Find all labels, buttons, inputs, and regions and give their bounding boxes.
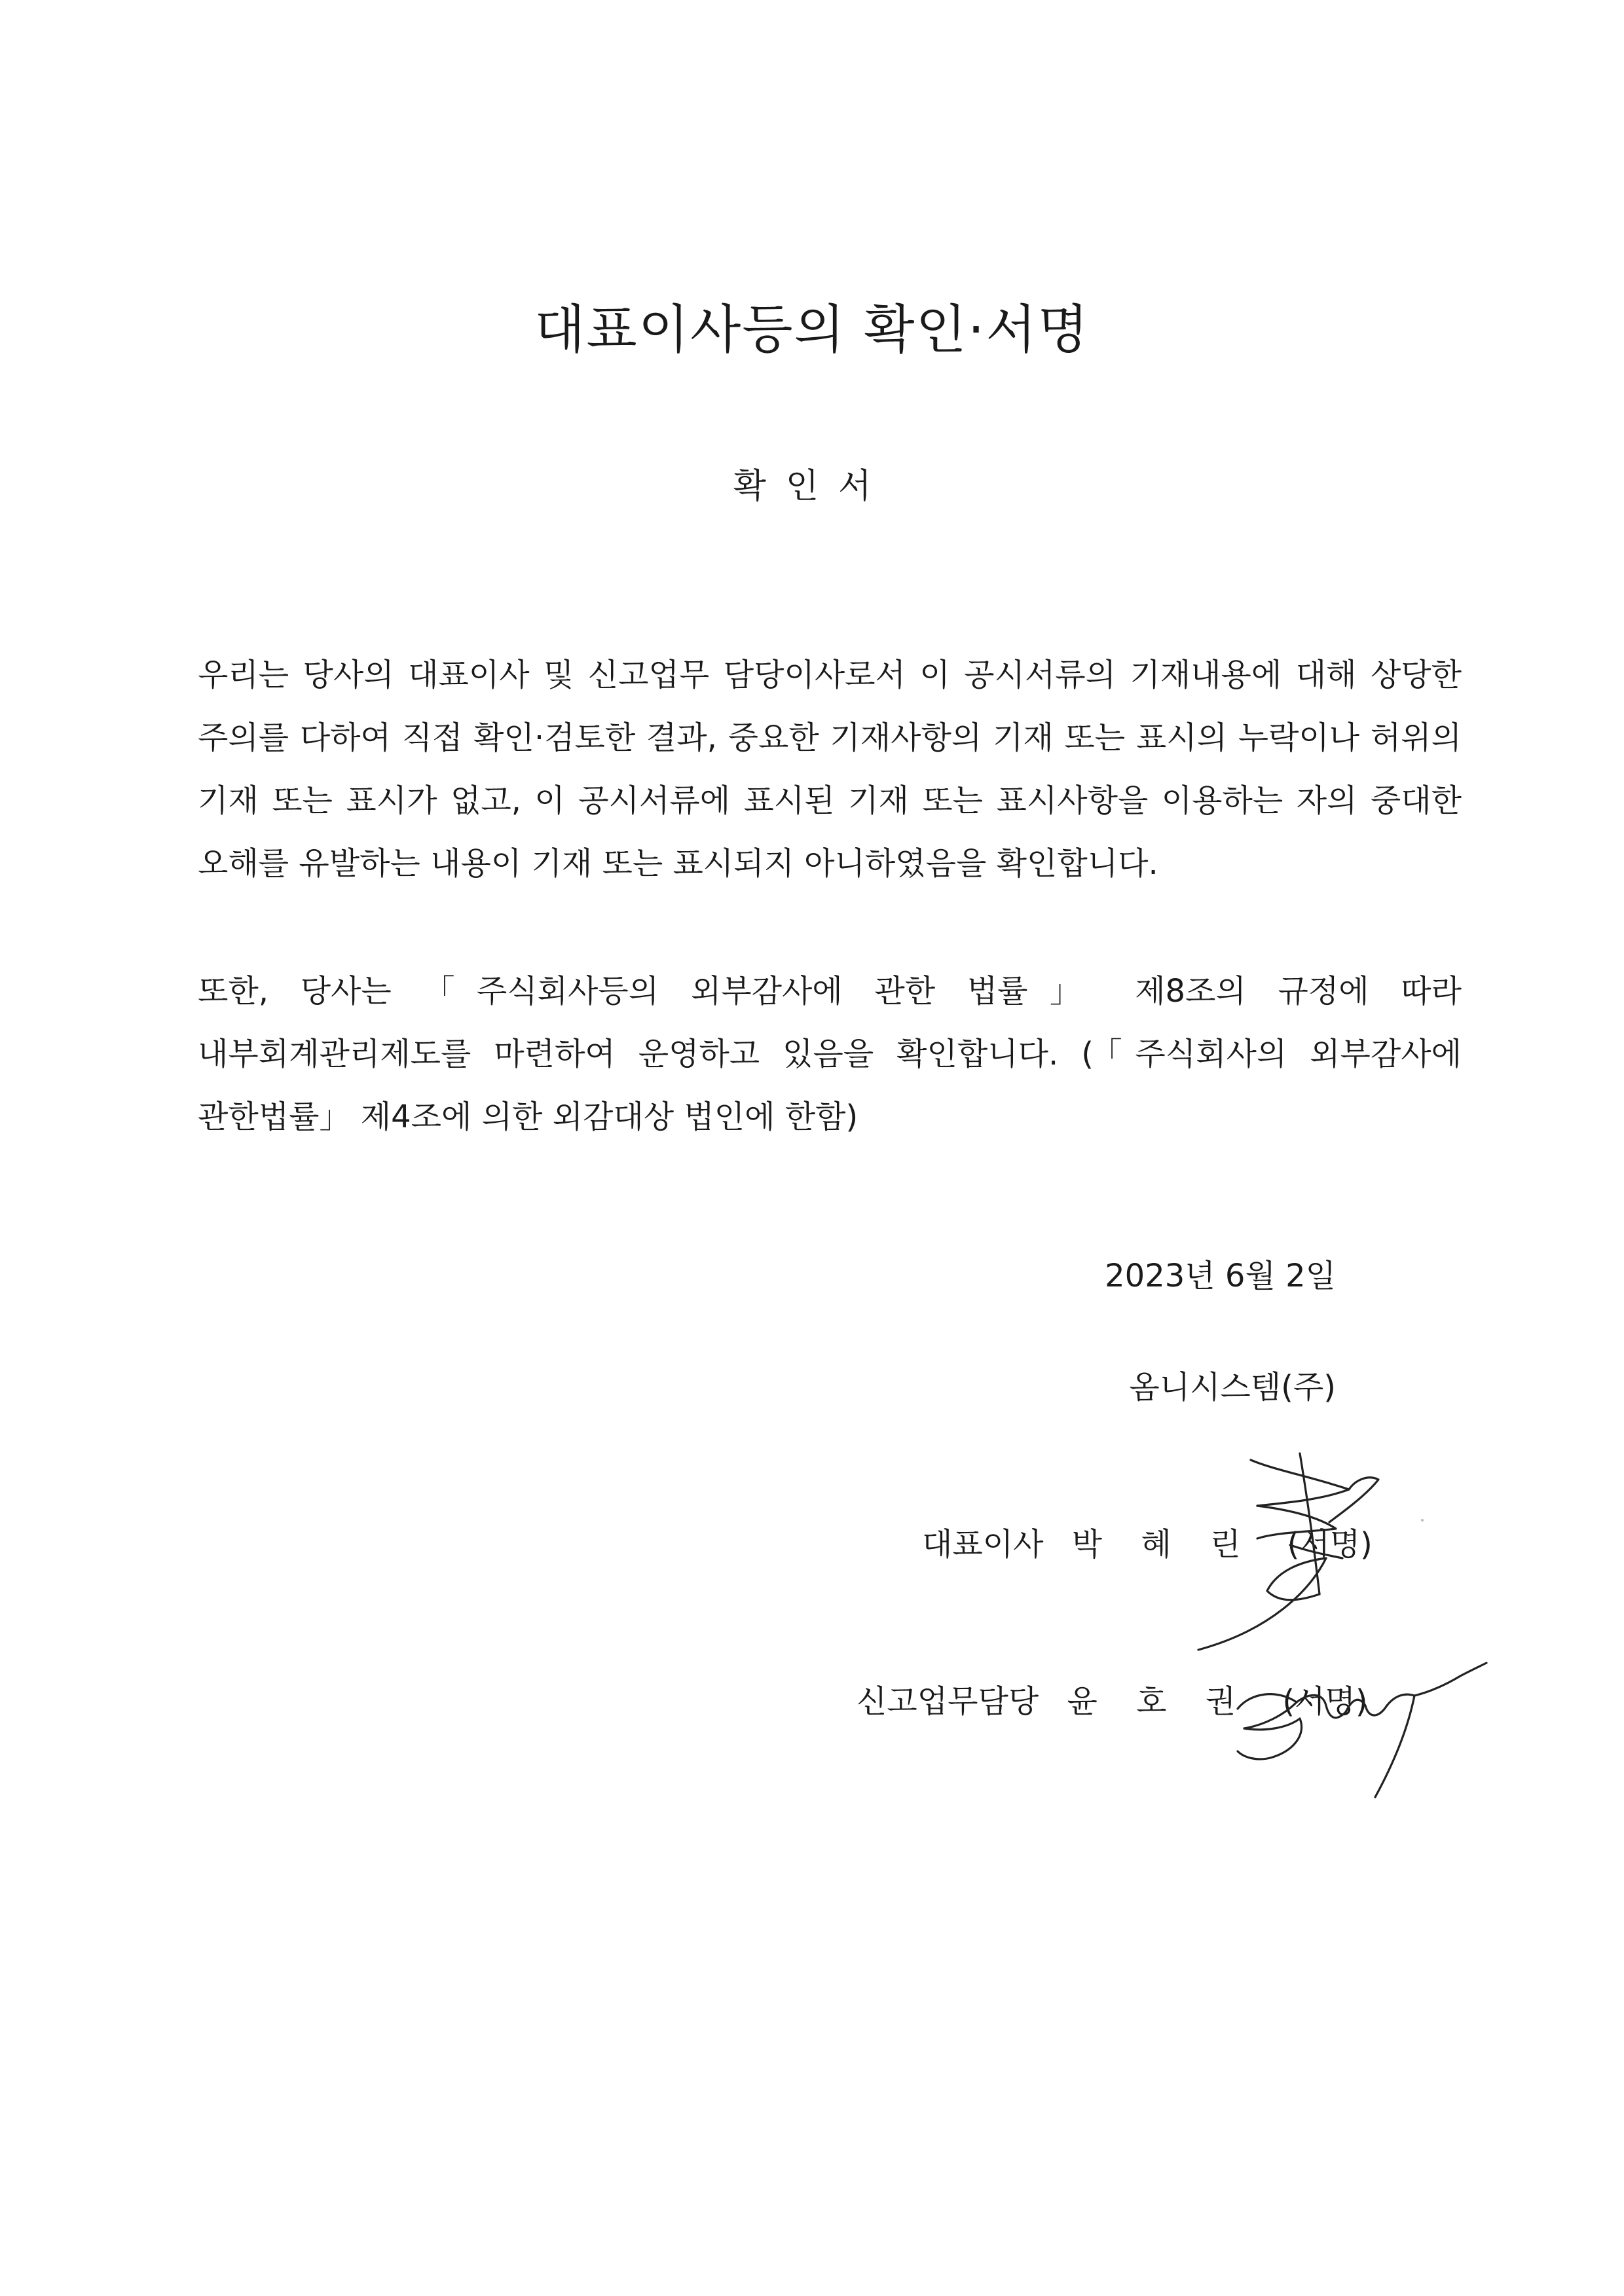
signatory-role: 대표이사 (922, 1526, 1044, 1563)
document-title: 대표이사등의 확인·서명 (534, 299, 1090, 360)
signatory-name: 윤 호 권 (1067, 1683, 1251, 1720)
document-subtitle: 확인서 (733, 467, 891, 506)
signatory-name: 박 혜 린 (1071, 1526, 1255, 1563)
signatory-ceo (922, 1519, 1373, 1564)
signatory-disclosure-officer (857, 1676, 1368, 1721)
internal-control-paragraph: 또한, 당사는 「주식회사등의 외부감사에 관한 법률」 제8조의 규정에 따라 내부회계관리제도를 마련하여 운영하고 있음을 확인합니다. (「주식회사의 외부감사에 관한법률」 제4조에 의한 외감대상 법인에 한함) (198, 973, 1462, 1135)
company-name: 옴니시스템(주) (1129, 1369, 1336, 1406)
signature-placeholder: (서명) (1287, 1526, 1373, 1563)
signature-placeholder: (서명) (1282, 1683, 1368, 1720)
scan-speck (1421, 1519, 1424, 1522)
signatory-role: 신고업무담당 (857, 1683, 1039, 1720)
document-date: 2023년 6월 2일 (1105, 1258, 1336, 1294)
confirmation-paragraph: 우리는 당사의 대표이사 및 신고업무 담당이사로서 이 공시서류의 기재내용에 대해 상당한 주의를 다하여 직접 확인·검토한 결과, 중요한 기재사항의 기재 또는 표시의 누락이나 허위의 기재 또는 표시가 없고, 이 공시서류에 표시된 기재 또는 표시사항을 이용하는 자의 중대한 오해를 유발하는 내용이 기재 또는 표시되지 아니하였음을 확인합니다. (198, 657, 1462, 882)
